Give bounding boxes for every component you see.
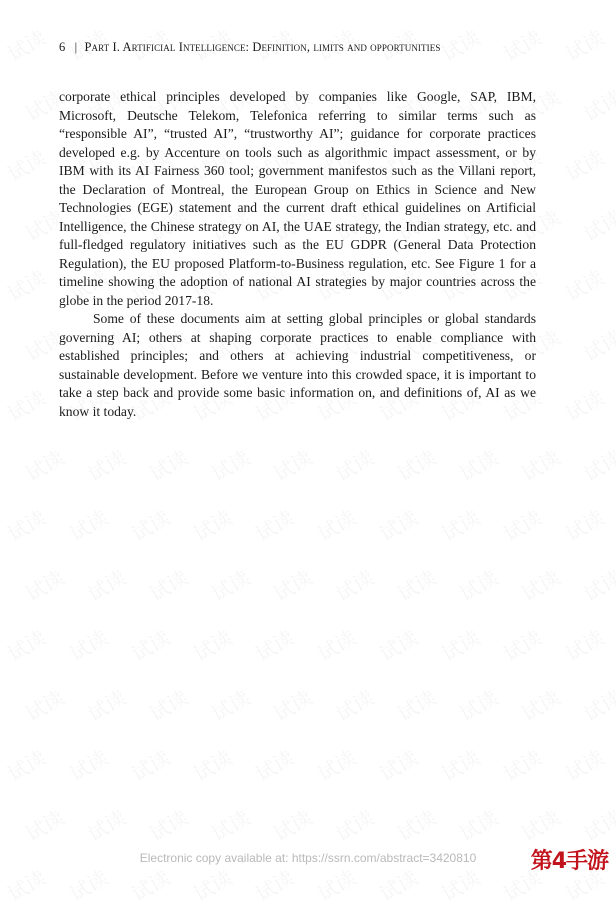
watermark-mark (143, 802, 192, 847)
watermark-mark (559, 22, 608, 67)
watermark-mark (187, 742, 236, 787)
watermark-mark (577, 562, 616, 607)
watermark-mark (453, 682, 502, 727)
watermark-mark (453, 442, 502, 487)
watermark-mark (515, 562, 564, 607)
watermark-mark (205, 442, 254, 487)
watermark-mark (1, 622, 50, 667)
watermark-mark (267, 802, 316, 847)
watermark-mark (453, 562, 502, 607)
watermark-mark (81, 802, 130, 847)
watermark-mark (1, 382, 50, 427)
watermark-mark (63, 742, 112, 787)
watermark-mark (577, 682, 616, 727)
watermark-mark (205, 802, 254, 847)
watermark-mark (125, 502, 174, 547)
watermark-mark (143, 442, 192, 487)
watermark-mark (373, 622, 422, 667)
watermark-mark (19, 562, 68, 607)
watermark-mark (559, 622, 608, 667)
watermark-mark (391, 442, 440, 487)
watermark-mark (205, 562, 254, 607)
watermark-mark (577, 442, 616, 487)
watermark-mark (125, 862, 174, 907)
watermark-mark (63, 622, 112, 667)
header-separator: | (74, 40, 78, 54)
watermark-mark (515, 682, 564, 727)
chapter-title: Part I. Artificial Intelligence: Definition, limits and opportunities (84, 40, 441, 54)
watermark-mark (81, 682, 130, 727)
watermark-mark (329, 802, 378, 847)
watermark-mark (559, 142, 608, 187)
watermark-mark (577, 322, 616, 367)
watermark-mark (19, 442, 68, 487)
ssrn-copy-notice: Electronic copy available at: https://ssrn.com/abstract=3420810 (139, 851, 477, 865)
watermark-mark (435, 862, 484, 907)
watermark-mark (373, 502, 422, 547)
watermark-mark (81, 562, 130, 607)
watermark-mark (577, 202, 616, 247)
watermark-mark (1, 142, 50, 187)
watermark-mark (81, 442, 130, 487)
body-text (59, 88, 536, 421)
watermark-mark (187, 622, 236, 667)
watermark-mark (311, 862, 360, 907)
watermark-mark (19, 802, 68, 847)
watermark-mark (187, 862, 236, 907)
watermark-mark (515, 442, 564, 487)
watermark-mark (249, 862, 298, 907)
watermark-mark (249, 502, 298, 547)
site-logo: 第4手游 (530, 849, 608, 874)
watermark-mark (1, 262, 50, 307)
watermark-mark (125, 622, 174, 667)
watermark-mark (559, 262, 608, 307)
watermark-mark (453, 802, 502, 847)
watermark-mark (311, 622, 360, 667)
watermark-mark (559, 742, 608, 787)
watermark-mark (391, 802, 440, 847)
watermark-mark (435, 742, 484, 787)
watermark-mark (391, 682, 440, 727)
watermark-mark (497, 502, 546, 547)
watermark-mark (249, 622, 298, 667)
watermark-mark (577, 82, 616, 127)
page-number: 6 (59, 40, 66, 54)
watermark-mark (19, 682, 68, 727)
watermark-mark (329, 562, 378, 607)
watermark-mark (515, 802, 564, 847)
watermark-mark (63, 862, 112, 907)
watermark-mark (143, 562, 192, 607)
watermark-mark (1, 22, 50, 67)
watermark-mark (373, 742, 422, 787)
watermark-mark (205, 682, 254, 727)
watermark-mark (373, 862, 422, 907)
watermark-mark (311, 742, 360, 787)
watermark-mark (63, 502, 112, 547)
running-head (59, 40, 539, 55)
watermark-mark (435, 502, 484, 547)
watermark-mark (187, 502, 236, 547)
watermark-mark (143, 682, 192, 727)
watermark-mark (391, 562, 440, 607)
watermark-mark (1, 862, 50, 907)
watermark-mark (267, 442, 316, 487)
watermark-mark (329, 442, 378, 487)
watermark-mark (435, 622, 484, 667)
watermark-mark (1, 742, 50, 787)
watermark-mark (249, 742, 298, 787)
watermark-mark (125, 742, 174, 787)
watermark-mark (559, 502, 608, 547)
watermark-mark (1, 502, 50, 547)
watermark-mark (497, 742, 546, 787)
watermark-mark (497, 622, 546, 667)
watermark-mark (329, 682, 378, 727)
paragraph-2: Some of these documents aim at setting global principles or global standards governing AI; others at shaping corporate practices to enable compliance with established principles; and others at achieving industrial competitiveness, or sustainable development. Before we venture into this crowded space, it is important to take a step back and provide some basic information on, and definitions of, AI as we know it today. (59, 311, 536, 419)
watermark-mark (577, 802, 616, 847)
watermark-mark (559, 382, 608, 427)
paragraph-1: corporate ethical principles developed by companies like Google, SAP, IBM, Microsoft, Deutsche Telekom, Telefonica referring to similar terms such as “responsible AI”, “trusted AI”, “trustworthy AI”; guidance for corporate practices developed e.g. by Accenture on tools such as algorithmic impact assessment, or by IBM with its AI Fairness 360 tool; government manifestos such as the Villani report, the Declaration of Montreal, the European Group on Ethics in Science and New Technologies (EGE) statement and the current draft ethical guidelines on Artificial Intelligence, the Chinese strategy on AI, the UAE strategy, the Indian strategy, etc. and full-fledged regulatory initiatives such as the EU GDPR (General Data Protection Regulation), the EU proposed Platform-to-Business regulation, etc. See Figure 1 for a timeline showing the adoption of national AI strategies by major countries across the globe in the period 2017-18. (59, 89, 536, 308)
watermark-mark (267, 682, 316, 727)
watermark-mark (267, 562, 316, 607)
watermark-mark (311, 502, 360, 547)
